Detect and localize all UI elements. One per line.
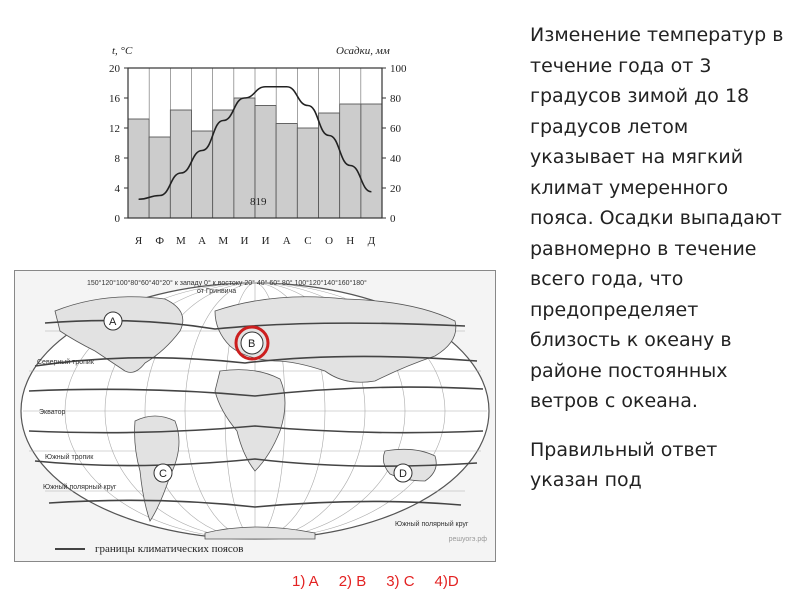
month-label-1: Ф bbox=[155, 235, 165, 247]
climate-chart bbox=[0, 0, 520, 260]
left-ticks bbox=[109, 63, 128, 225]
point-d bbox=[394, 464, 412, 482]
left-tick-label: 8 bbox=[114, 153, 120, 165]
right-ticks bbox=[382, 63, 407, 225]
point-a bbox=[104, 312, 122, 330]
month-label-8: С bbox=[304, 235, 312, 247]
south-tropic-label: Южный тропик bbox=[45, 454, 94, 461]
left-tick-label: 20 bbox=[109, 63, 120, 75]
precip-bar-1 bbox=[149, 137, 170, 218]
svg-text:A: A bbox=[109, 316, 117, 328]
svg-text:C: C bbox=[159, 468, 167, 480]
month-label-9: О bbox=[325, 235, 334, 247]
precip-bar-11 bbox=[361, 104, 382, 218]
map-watermark: решуогэ.рф bbox=[448, 536, 487, 543]
month-label-0: Я bbox=[134, 235, 143, 247]
legend-line-swatch bbox=[55, 548, 85, 550]
left-tick-label: 4 bbox=[114, 183, 120, 195]
point-b bbox=[236, 327, 268, 359]
right-tick-label: 100 bbox=[390, 63, 407, 75]
precip-bar-2 bbox=[170, 110, 191, 218]
left-tick-label: 0 bbox=[114, 213, 120, 225]
precip-bar-7 bbox=[276, 124, 297, 219]
explanation-paragraph-2: Правильный ответ указан под bbox=[530, 438, 718, 491]
left-axis-label: t, °C bbox=[112, 45, 133, 57]
right-tick-label: 40 bbox=[390, 153, 401, 165]
map-longitude-labels: 150°120°100°80°60°40°20° к западу 0° к востоку 20° 40° 60° 80° 100°120°140°160°180° bbox=[87, 280, 367, 287]
point-c bbox=[154, 464, 172, 482]
precip-bar-0 bbox=[128, 119, 149, 218]
precip-bar-8 bbox=[297, 128, 318, 218]
south-polar-label: Южный полярный круг bbox=[43, 484, 117, 491]
month-label-6: И bbox=[261, 235, 270, 247]
answer-option-3[interactable]: 3) C bbox=[386, 573, 415, 590]
answer-option-2[interactable]: 2) B bbox=[338, 573, 367, 590]
right-tick-label: 60 bbox=[390, 123, 401, 135]
right-tick-label: 0 bbox=[390, 213, 396, 225]
month-label-7: А bbox=[282, 235, 291, 247]
month-label-5: И bbox=[240, 235, 249, 247]
month-label-4: М bbox=[218, 235, 229, 247]
annual-precip-label: 819 bbox=[250, 196, 267, 208]
left-tick-label: 12 bbox=[109, 123, 120, 135]
month-label-3: А bbox=[198, 235, 207, 247]
map-longitude-sub: от Гринвича bbox=[197, 288, 237, 295]
answer-option-1[interactable]: 1) A bbox=[292, 573, 319, 590]
month-label-11: Д bbox=[367, 235, 376, 247]
answer-options bbox=[292, 573, 459, 590]
north-tropic-label: Северный тропик bbox=[37, 359, 94, 366]
explanation-paragraph-1: Изменение температур в течение года от 3 градусов зимой до 18 градусов летом указывает на мягкий климат умеренного пояса. Осадки выпадают равномерно в течение всего года, что предопределяет близость к океану в районе постоянных ветров с океана. bbox=[530, 24, 784, 412]
svg-text:B: B bbox=[248, 338, 256, 350]
month-labels bbox=[135, 235, 376, 247]
equator-label: Экватор bbox=[39, 409, 66, 416]
climate-zones-map bbox=[14, 270, 496, 562]
answer-option-4[interactable]: 4)D bbox=[434, 573, 459, 590]
precip-bar-10 bbox=[340, 104, 361, 218]
svg-text:D: D bbox=[399, 468, 407, 480]
explanation-text bbox=[530, 20, 785, 514]
right-axis-label: Осадки, мм bbox=[336, 45, 390, 57]
antarctic-circle-label: Южный полярный круг bbox=[395, 521, 469, 528]
month-label-10: Н bbox=[346, 235, 355, 247]
right-tick-label: 20 bbox=[390, 183, 401, 195]
month-label-2: М bbox=[176, 235, 186, 247]
left-tick-label: 16 bbox=[109, 93, 120, 105]
right-tick-label: 80 bbox=[390, 93, 401, 105]
map-legend bbox=[55, 543, 243, 555]
legend-text: границы климатических поясов bbox=[95, 543, 244, 555]
